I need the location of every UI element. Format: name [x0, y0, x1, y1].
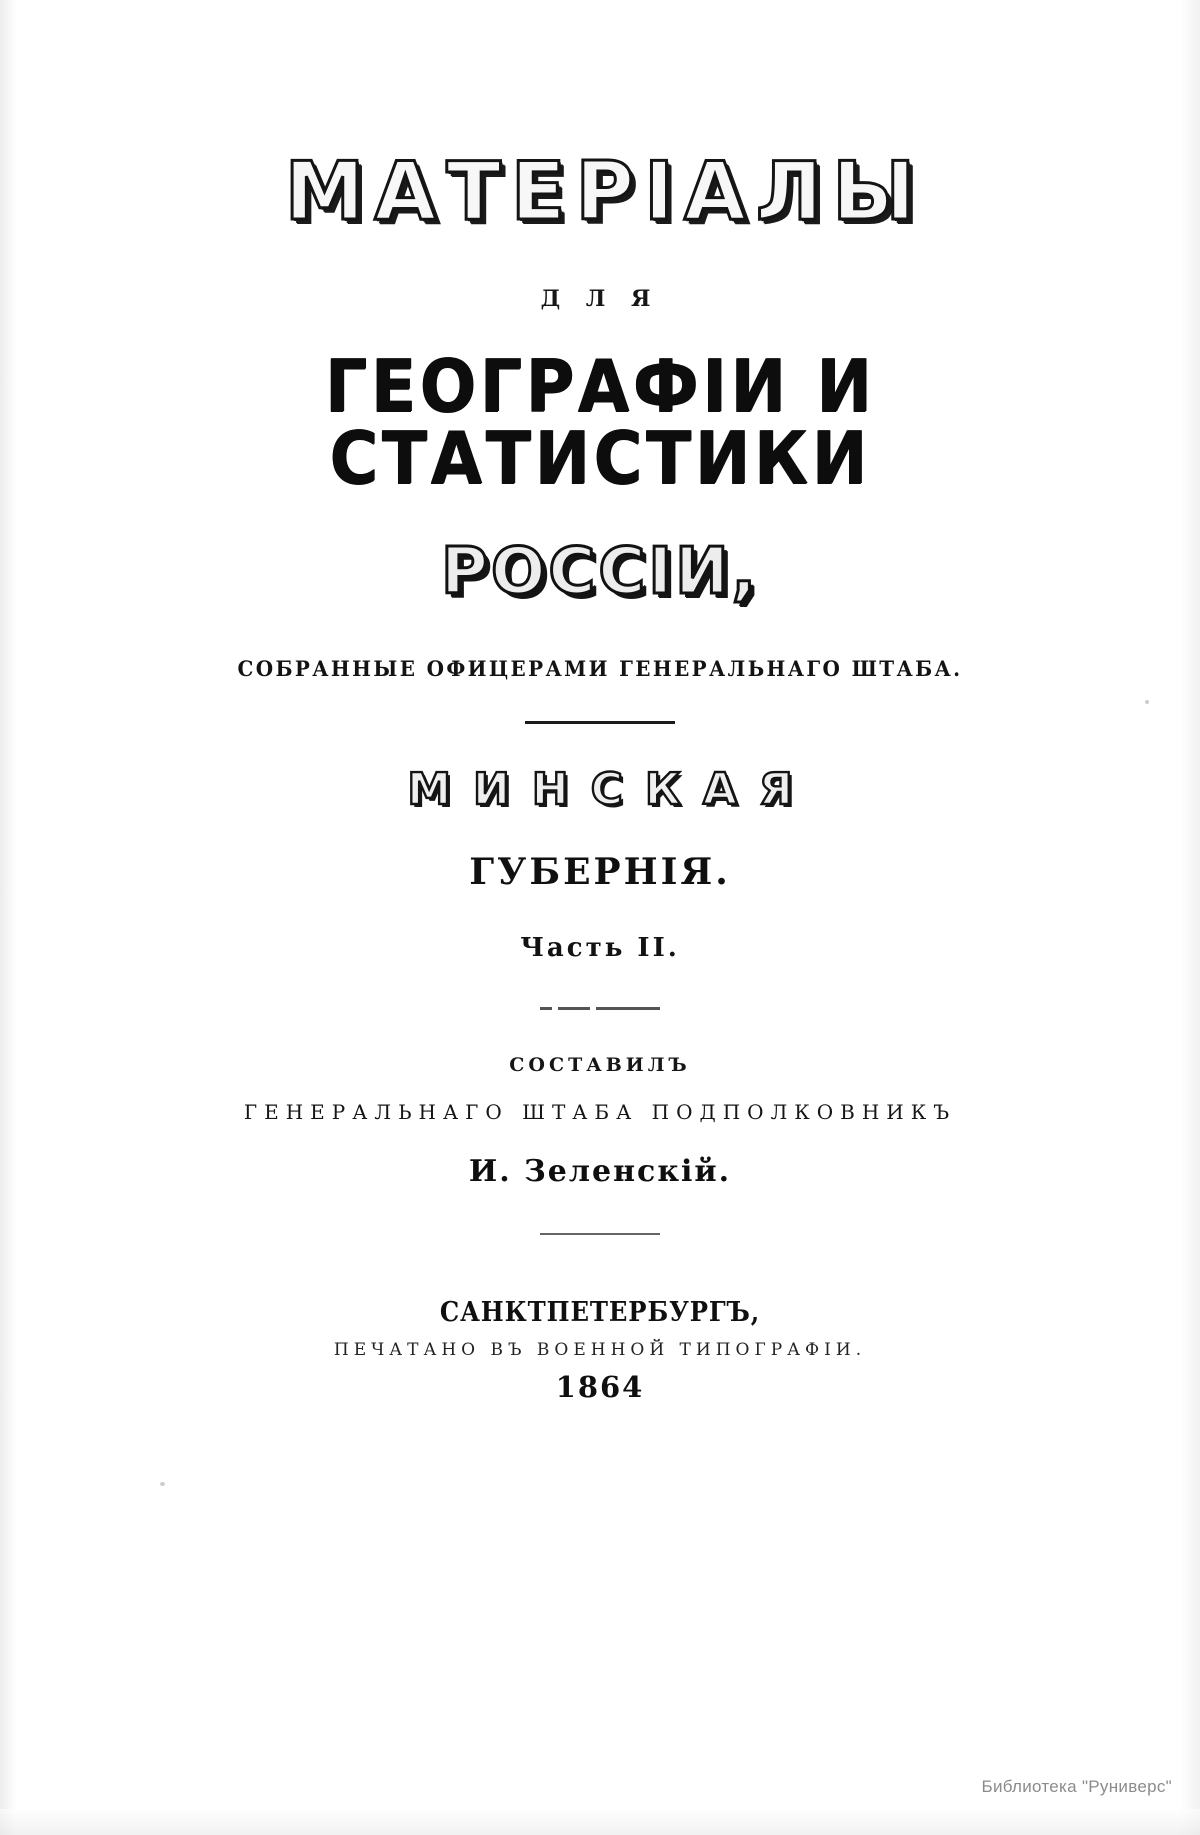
province-label: ГУБЕРНІЯ. — [469, 851, 731, 893]
publication-city: САНКТПЕТЕРБУРГЪ, — [439, 1297, 761, 1328]
title-subject: ГЕОГРАФІИ И СТАТИСТИКИ — [324, 344, 876, 500]
province-name: МИНСКАЯ — [407, 764, 815, 815]
printer-imprint: ПЕЧАТАНО ВЪ ВОЕННОЙ ТИПОГРАФІИ. — [333, 1340, 867, 1360]
scan-edge-bottom — [0, 1809, 1200, 1835]
title-preposition: Д Л Я — [540, 286, 660, 312]
divider-rule-2 — [540, 1007, 660, 1010]
volume-part: Часть II. — [520, 933, 680, 963]
divider-rule-3 — [540, 1233, 660, 1235]
author-name: И. Зеленскій. — [468, 1154, 732, 1189]
library-watermark: Библиотека "Руниверс" — [981, 1777, 1172, 1796]
title-country: РОССІИ, — [441, 535, 759, 609]
divider-rule-1 — [525, 721, 675, 724]
scan-speck — [160, 1482, 165, 1486]
compiled-by-note: СОБРАННЫЕ ОФИЦЕРАМИ ГЕНЕРАЛЬНАГО ШТАБА. — [237, 656, 963, 681]
publication-year: 1864 — [555, 1370, 645, 1404]
byline-label: СОСТАВИЛЪ — [509, 1054, 691, 1076]
byline-rank: ГЕНЕРАЛЬНАГО ШТАБА ПОДПОЛКОВНИКЪ — [243, 1100, 957, 1124]
title-main: МАТЕРІАЛЫ — [284, 145, 926, 238]
